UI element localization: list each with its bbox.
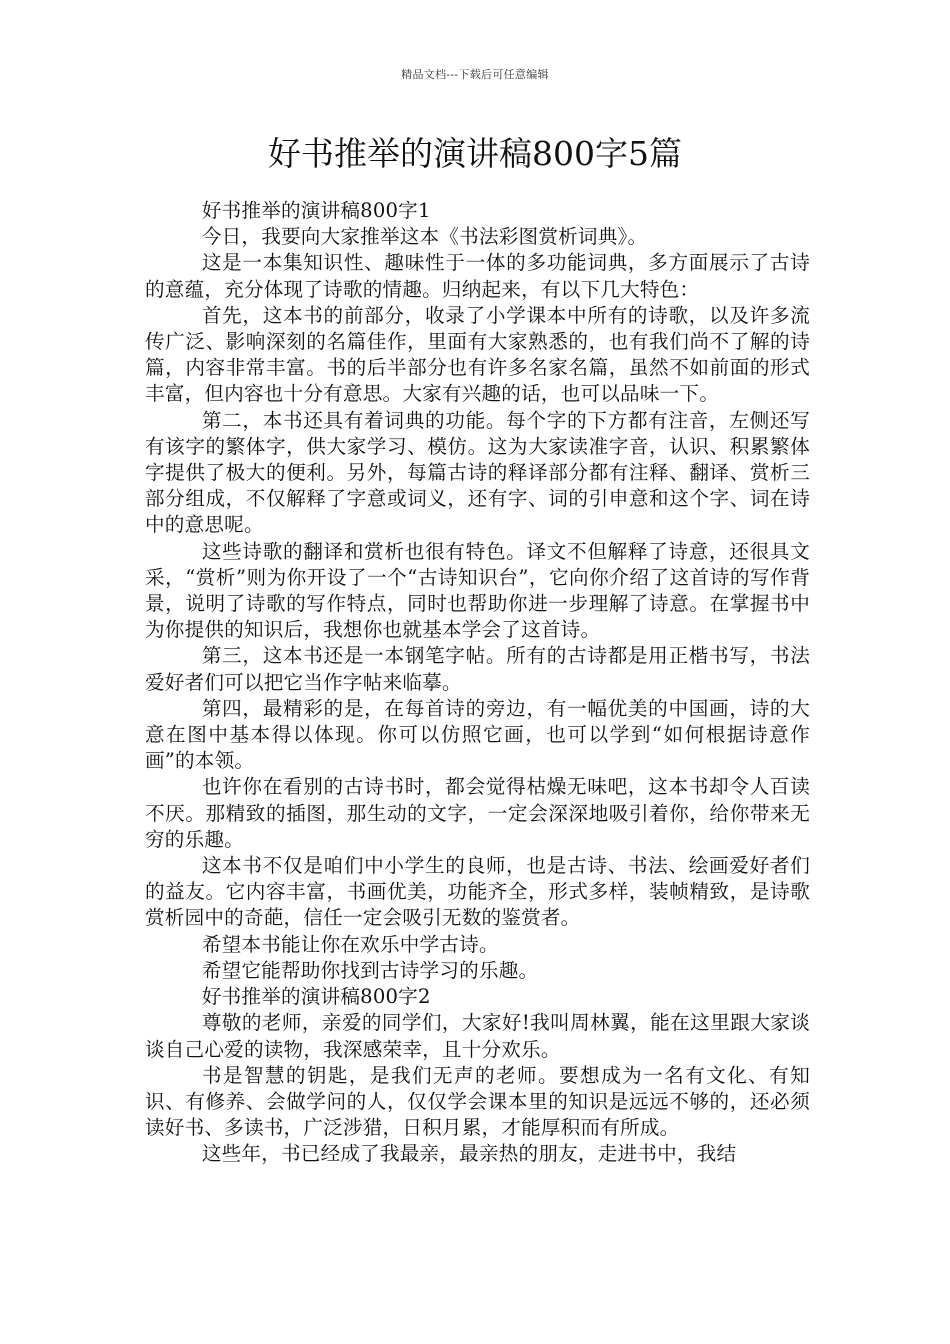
paragraph: 书是智慧的钥匙，是我们无声的老师。要想成为一名有文化、有知识、有修养、会做学问的人，仅仅学会课本里的知识是远远不够的，还必须读好书、多读书，广泛涉猎，日积月累，才能厚积而有所成。 — [145, 1063, 810, 1140]
paragraph: 也许你在看别的古诗书时，都会觉得枯燥无味吧，这本书却令人百读不厌。那精致的插图，那生动的文字，一定会深深地吸引着你，给你带来无穷的乐趣。 — [145, 775, 810, 851]
paragraph: 这是一本集知识性、趣味性于一体的多功能词典，多方面展示了古诗的意蕴，充分体现了诗歌的情趣。归纳起来，有以下几大特色： — [145, 251, 810, 301]
document-title: 好书推举的演讲稿800字5篇 — [268, 134, 682, 173]
paragraph: 首先，这本书的前部分，收录了小学课本中所有的诗歌，以及许多流传广泛、影响深刻的名篇佳作，里面有大家熟悉的，也有我们尚不了解的诗篇，内容非常丰富。书的后半部分也有许多名家名篇，虽然不如前面的形式丰富，但内容也十分有意思。大家有兴趣的话，也可以品味一下。 — [145, 303, 810, 406]
paragraph: 这些诗歌的翻译和赏析也很有特色。译文不但解释了诗意，还很具文采，“赏析”则为你开设了一个“古诗知识台”，它向你介绍了这首诗的写作背景，说明了诗歌的写作特点，同时也帮助你进一步理解了诗意。在掌握书中为你提供的知识后，我想你也就基本学会了这首诗。 — [145, 539, 810, 642]
paragraph: 第二，本书还具有着词典的功能。每个字的下方都有注音，左侧还写有该字的繁体字，供大家学习、模仿。这为大家读准字音，认识、积累繁体字提供了极大的便利。另外，每篇古诗的释译部分都有注释、翻译、赏析三部分组成，不仅解释了字意或词义，还有字、词的引申意和这个字、词在诗中的意思呢。 — [145, 408, 810, 537]
paragraph: 第四，最精彩的是，在每首诗的旁边，有一幅优美的中国画，诗的大意在图中基本得以体现。你可以仿照它画，也可以学到“如何根据诗意作画”的本领。 — [145, 696, 810, 773]
paragraph: 今日，我要向大家推举这本《书法彩图赏析词典》。 — [201, 225, 648, 249]
paragraph: 这些年，书已经成了我最亲，最亲热的朋友，走进书中，我结 — [201, 1142, 737, 1166]
section-heading: 好书推举的演讲稿800字2 — [201, 985, 431, 1009]
section-heading: 好书推举的演讲稿800字1 — [201, 199, 431, 222]
paragraph: 希望它能帮助你找到古诗学习的乐趣。 — [201, 958, 539, 982]
paragraph: 希望本书能让你在欢乐中学古诗。 — [201, 932, 499, 956]
paragraph: 这本书不仅是咱们中小学生的良师，也是古诗、书法、绘画爱好者们的益友。它内容丰富，书画优美，功能齐全，形式多样，装帧精致，是诗歌赏析园中的奇葩，信任一定会吸引无数的鉴赏者。 — [145, 854, 810, 930]
paragraph: 尊敬的老师，亲爱的同学们，大家好!我叫周林翼，能在这里跟大家谈谈自己心爱的读物，我深感荣幸，且十分欢乐。 — [145, 1011, 810, 1061]
paragraph: 第三，这本书还是一本钢笔字帖。所有的古诗都是用正楷书写，书法爱好者们可以把它当作字帖来临摹。 — [145, 644, 810, 694]
document-body — [145, 198, 810, 1168]
page-header: 精品文档---下载后可任意编辑 — [401, 68, 549, 81]
